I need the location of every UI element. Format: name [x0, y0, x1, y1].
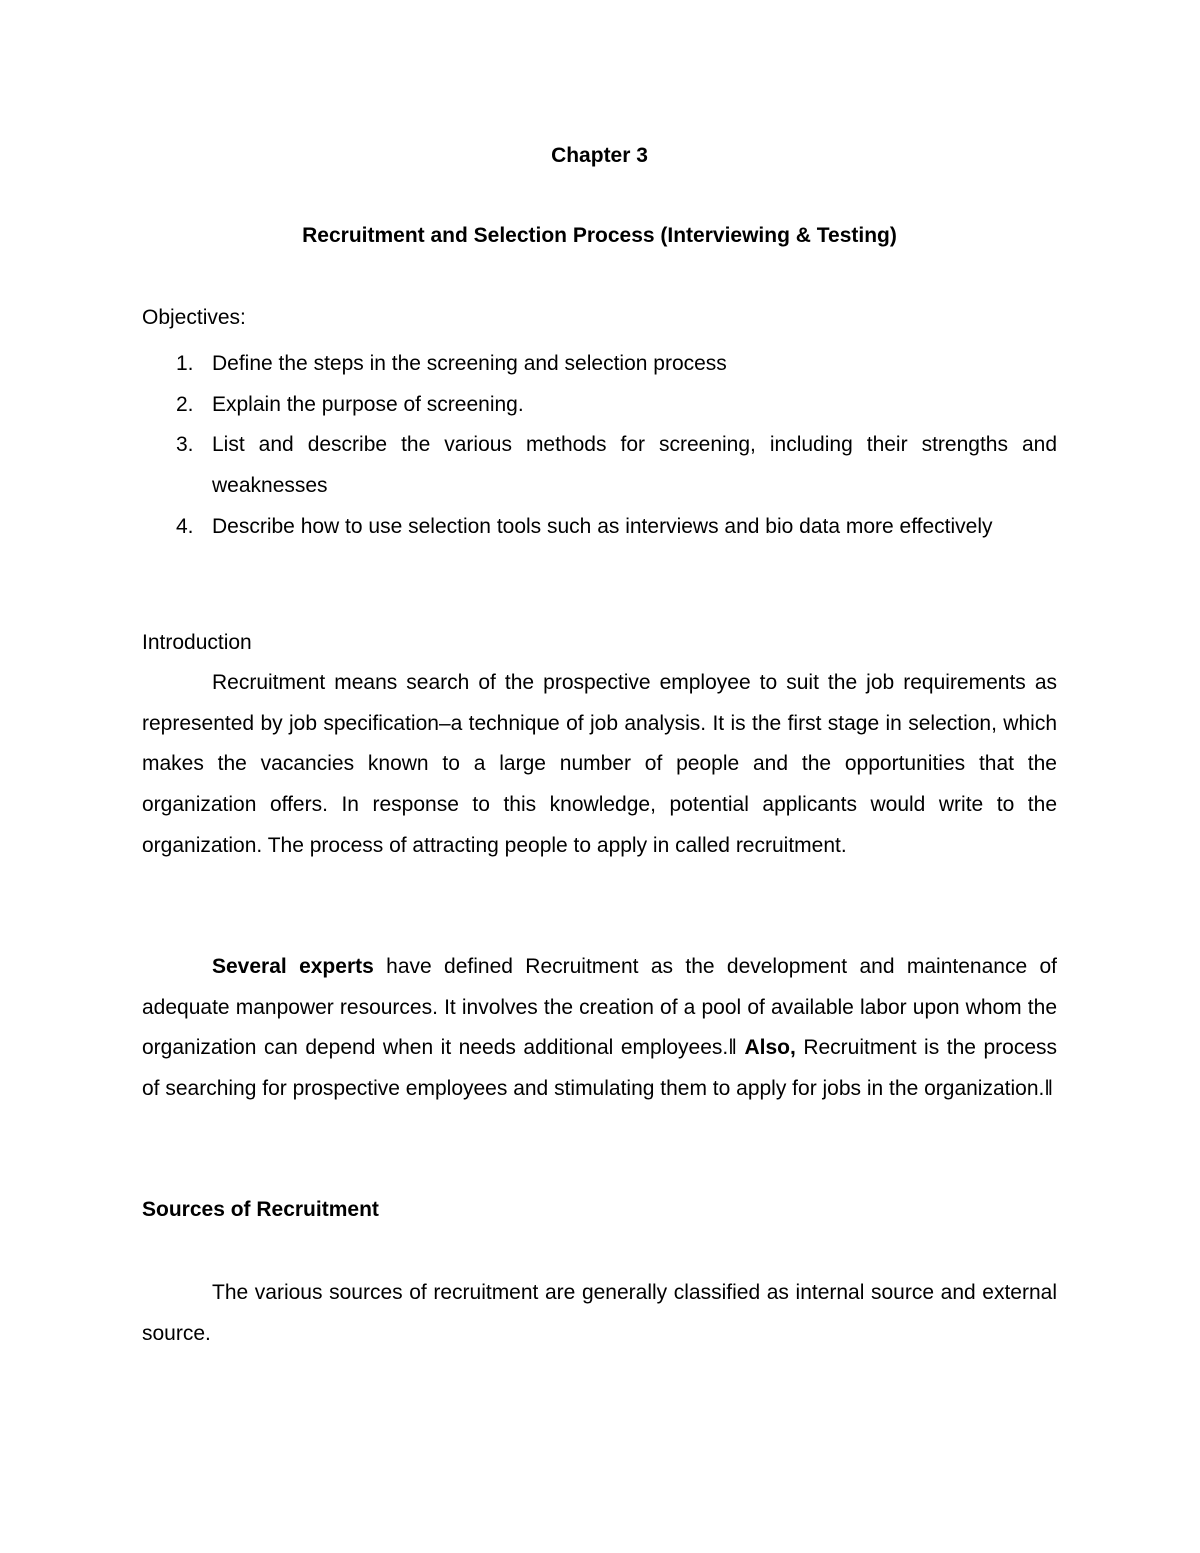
list-item — [142, 507, 1057, 548]
list-item-text: List and describe the various methods for screening, including their strengths and weaknesses — [212, 433, 1057, 498]
list-item-text: Define the steps in the screening and selection process — [212, 352, 727, 375]
list-item-number: 4. — [176, 514, 194, 538]
experts-text-2: Recruitment is the process of searching for prospective employees and stimulating them to apply for jobs in the organization.‖ — [142, 1036, 1057, 1101]
list-item-text: Explain the purpose of screening. — [212, 392, 524, 416]
experts-bold-lead: Several experts — [212, 955, 374, 978]
introduction-label: Introduction — [142, 631, 252, 654]
list-item-number: 3. — [176, 433, 194, 457]
list-item-number: 1. — [176, 352, 194, 375]
experts-bold-also: Also, — [744, 1036, 796, 1060]
list-item-number: 2. — [176, 392, 194, 416]
objectives-list — [142, 344, 1057, 548]
sources-paragraph: The various sources of recruitment are generally classified as internal source and external source. — [142, 1281, 1057, 1345]
page-title: Recruitment and Selection Process (Interviewing & Testing) — [302, 224, 897, 247]
document-page — [142, 0, 1057, 1553]
list-item — [142, 344, 1057, 385]
list-item-text: Describe how to use selection tools such as interviews and bio data more effectively — [212, 514, 993, 538]
experts-paragraph — [142, 947, 1057, 1110]
list-item — [142, 425, 1057, 506]
introduction-paragraph: Recruitment means search of the prospective employee to suit the job requirements as represented by job specification–a technique of job analysis. It is the first stage in selection, which makes the vacancies known to a large number of people and the opportunities that the organization offers. In response to this knowledge, potential applicants would write to the organization. The process of attracting people to apply in called recruitment. — [142, 671, 1057, 857]
experts-text-1: have defined Recruitment as the development and maintenance of adequate manpower resources. It involves the creation of a pool of available labor upon whom the organization can depend when it needs additional employees.‖ — [142, 955, 1057, 1060]
objectives-label: Objectives: — [142, 306, 246, 329]
sources-heading: Sources of Recruitment — [142, 1198, 379, 1221]
list-item — [142, 385, 1057, 426]
chapter-heading: Chapter 3 — [551, 144, 648, 167]
